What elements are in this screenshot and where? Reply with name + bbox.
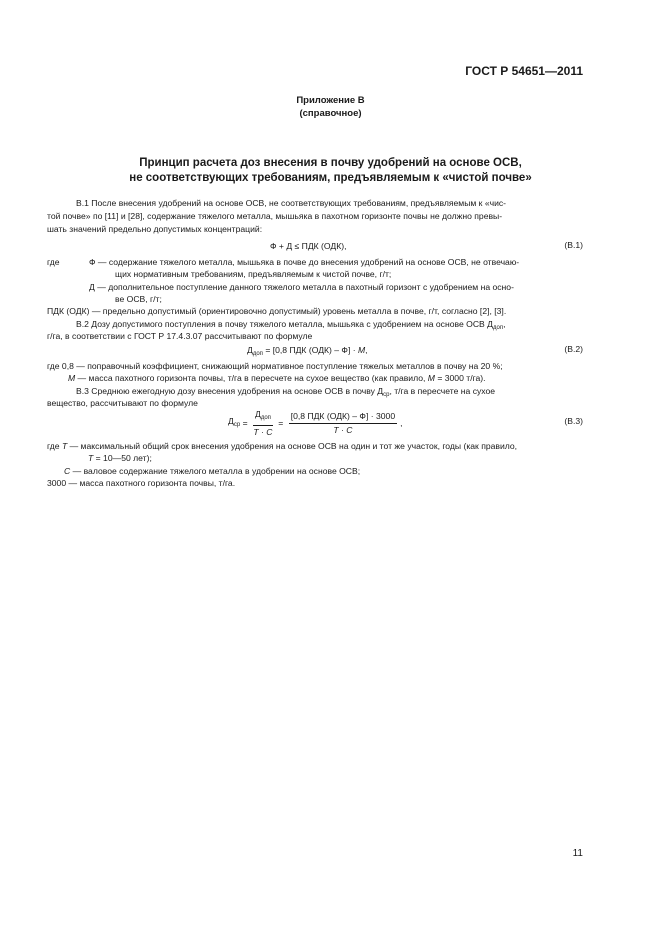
formula-b3-fraction-2: $\frac{\text{[0,8 ПДК (ОДК) – Ф] · 3000}}{T \cdot C}$ xyxy=(290,411,396,435)
annex-note: (справочное) xyxy=(299,108,362,119)
formula-b3: $Д_{ср}$ = $\frac{Д_{доп}}{T \cdot C}$ = $\frac{\text{[0,8 ПДК (ОДК) – Ф] · 3000}}{T \cdot C}$ , xyxy=(228,409,403,437)
paragraph-b3-line-1: В.3 Среднюю ежегодную дозу внесения удобрения на основе ОСВ в почву $Д_{ср}$, т/га в пересчете на сухое xyxy=(76,386,496,398)
section-title-line-1: Принцип расчета доз внесения в почву удобрений на основе ОСВ, xyxy=(139,157,522,169)
formula-b1-number: (В.1) xyxy=(564,240,583,250)
formula-b1: Ф + Д ≤ ПДК (ОДК), xyxy=(270,241,347,251)
document-code: ГОСТ Р 54651—2011 xyxy=(465,64,583,78)
paragraph-b1-line-3: шать значений предельно допустимых концентраций: xyxy=(47,224,263,234)
where-content-line: C — валовое содержание тяжелого металла в удобрении на основе ОСВ; xyxy=(64,466,361,476)
formula-b3-number: (В.3) xyxy=(564,416,583,426)
where-3000-line: 3000 — масса пахотного горизонта почвы, т/га. xyxy=(47,478,236,488)
paragraph-b1-line-2: той почве» по [11] и [28], содержание тяжелого металла, мышьяка в пахотном горизонте почвы не должно превы- xyxy=(47,211,503,221)
paragraph-b1-line-1: В.1 После внесения удобрений на основе ОСВ, не соответствующих требованиям, предъявляемым к «чис- xyxy=(76,198,507,208)
annex-label: Приложение В xyxy=(296,95,365,106)
page-number: 11 xyxy=(572,848,583,859)
where-lead-1: где xyxy=(47,257,60,267)
where-d-line-2: ве ОСВ, г/т; xyxy=(115,294,162,304)
where-coefficient-line: где 0,8 — поправочный коэффициент, снижающий нормативное поступление тяжелых металлов в почву на 20 %; xyxy=(47,361,503,371)
formula-b3-fraction-1: $\frac{Д_{доп}}{T \cdot C}$ xyxy=(253,409,273,437)
where-phi-line-2: щих нормативным требованиям, предъявляемым к чистой почве, г/т; xyxy=(115,269,392,279)
where-term-line-1: где T — максимальный общий срок внесения удобрения на основе ОСВ на один и тот же участок, годы (как правило, xyxy=(47,441,518,451)
section-title-line-2: не соответствующих требованиям, предъявляемым к «чистой почве» xyxy=(129,172,532,184)
where-phi-line-1: Ф — содержание тяжелого металла, мышьяка в почве до внесения удобрений на основе ОСВ, не отвечаю- xyxy=(89,257,520,267)
formula-b2-number: (В.2) xyxy=(564,344,583,354)
paragraph-b3-line-2: вещество, рассчитывают по формуле xyxy=(47,398,198,408)
where-pdk-line: ПДК (ОДК) — предельно допустимый (ориентировочно допустимый) уровень металла в почве, г/т, согласно [2], [3]. xyxy=(47,306,507,316)
formula-b2: $Д_{доп} = [0,8$ ПДК (ОДК) – Ф] · М, xyxy=(247,345,368,357)
paragraph-b2-line-2: г/га, в соответствии с ГОСТ Р 17.4.3.07 рассчитывают по формуле xyxy=(47,331,313,341)
where-term-line-2: T = 10—50 лет); xyxy=(88,453,152,463)
where-d-line-1: Д — дополнительное поступление данного тяжелого металла в пахотный горизонт с удобрением на осно- xyxy=(89,282,514,292)
where-mass-line: М — масса пахотного горизонта почвы, т/га в пересчете на сухое вещество (как правило, М = 3000 т/га). xyxy=(68,373,486,383)
paragraph-b2-line-1: В.2 Дозу допустимого поступления в почву тяжелого металла, мышьяка с удобрением на основе ОСВ $Д_{доп}$, xyxy=(76,319,506,331)
